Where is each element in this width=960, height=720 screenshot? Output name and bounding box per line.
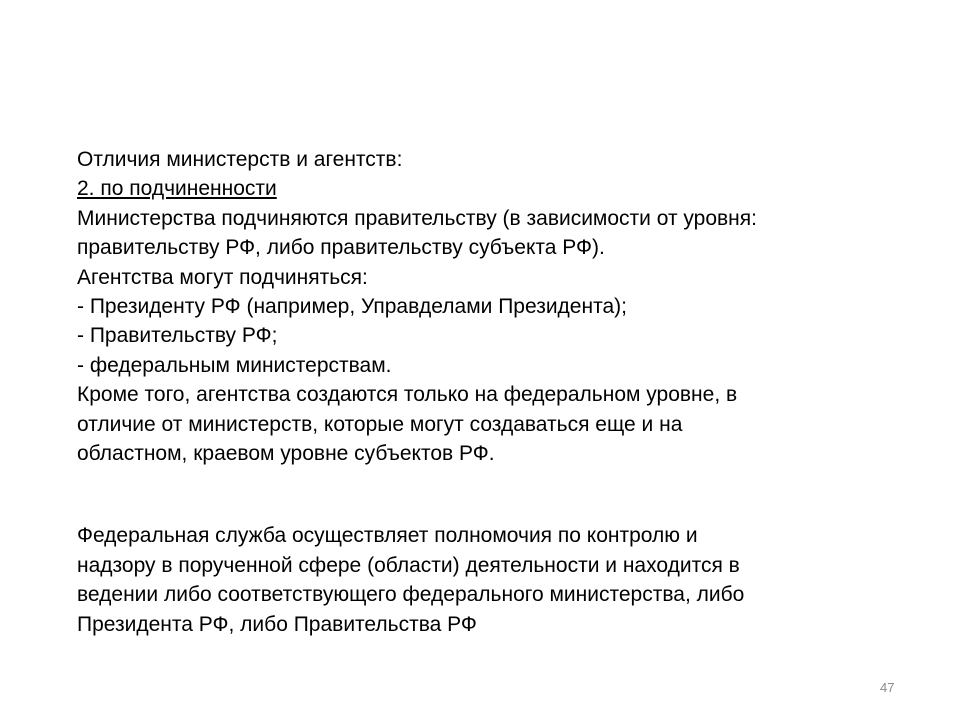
heading-line: Отличия министерств и агентств: (77, 148, 403, 171)
text-line: Агентства могут подчиняться: (77, 265, 368, 289)
text-line: Министерства подчиняются правительству (в зависимости от уровня: (77, 206, 757, 230)
list-item: - Правительству РФ; (77, 324, 278, 348)
text-line: Кроме того, агентства создаются только на федеральном уровне, в (77, 383, 738, 407)
text-line: Федеральная служба осуществляет полномочия по контролю и (77, 524, 698, 548)
text-line: ведении либо соответствующего федерального министерства, либо (77, 583, 745, 607)
page-number: 47 (880, 680, 895, 695)
subheading-line: 2. по подчиненности (77, 177, 277, 201)
text-line: правительству РФ, либо правительству субъекта РФ). (77, 236, 605, 260)
text-line: надзору в порученной сфере (области) деятельности и находится в (77, 553, 740, 577)
text-line: Президента РФ, либо Правительства РФ (77, 612, 477, 636)
text-line: областном, краевом уровне субъектов РФ. (77, 442, 495, 466)
text-line: отличие от министерств, которые могут создаваться еще и на (77, 412, 683, 436)
slide-body (77, 145, 897, 639)
list-item: - федеральным министерствам. (77, 353, 392, 377)
list-item: - Президенту РФ (например, Управделами Президента); (77, 295, 627, 319)
paragraph-gap (77, 468, 897, 521)
